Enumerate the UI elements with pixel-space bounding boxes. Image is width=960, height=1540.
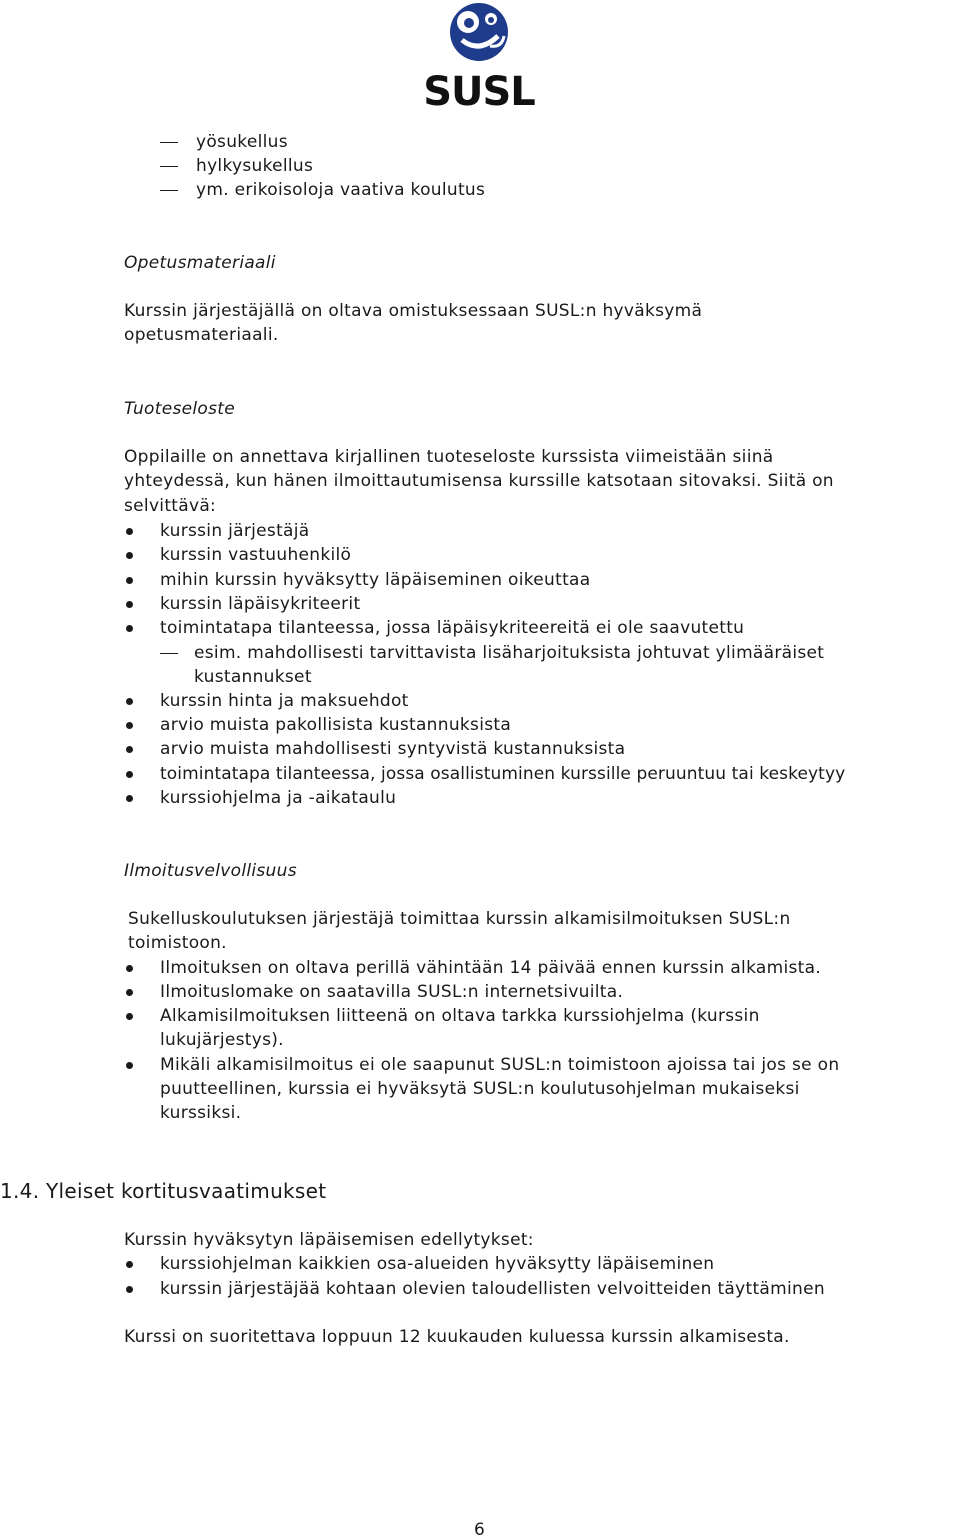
sub-item-line: kustannukset (194, 667, 312, 687)
bullet-item: toimintatapa tilanteessa, jossa läpäisykriteereitä ei ole saavutettu (160, 618, 745, 638)
bullet-icon (126, 552, 133, 559)
paragraph-line: Kurssin järjestäjällä on oltava omistuksessaan SUSL:n hyväksymä (124, 301, 703, 321)
bullet-item: arvio muista pakollisista kustannuksista (160, 715, 512, 735)
section-heading-tuoteseloste: Tuoteseloste (124, 399, 235, 419)
logo-text: SUSL (423, 69, 535, 110)
bullet-item: kurssiohjelman kaikkien osa-alueiden hyväksytty läpäiseminen (160, 1254, 715, 1274)
bullet-item: Mikäli alkamisilmoitus ei ole saapunut SUSL:n toimistoon ajoissa tai jos se on (160, 1055, 840, 1075)
bullet-icon (126, 1261, 133, 1268)
bullet-item: kurssin hinta ja maksuehdot (160, 691, 409, 711)
bullet-item-continuation: kurssiksi. (160, 1103, 242, 1123)
page-number: 6 (474, 1520, 486, 1540)
dash-marker (160, 142, 178, 143)
paragraph-line: Oppilaille on annettava kirjallinen tuoteseloste kurssista viimeistään siinä (124, 447, 774, 467)
bullet-item: Alkamisilmoituksen liitteenä on oltava tarkka kurssiohjelma (kurssin (160, 1006, 760, 1026)
bullet-icon (126, 1286, 133, 1293)
section-heading-ilmoitusvelvollisuus: Ilmoitusvelvollisuus (124, 861, 297, 881)
bullet-item: toimintatapa tilanteessa, jossa osallistuminen kurssille peruuntuu tai keskeytyy (160, 764, 846, 784)
dash-marker (160, 190, 178, 191)
bullet-icon (126, 601, 133, 608)
bullet-icon (126, 625, 133, 632)
paragraph-line: Kurssin hyväksytyn läpäisemisen edellytykset: (124, 1230, 534, 1250)
bullet-icon (126, 746, 133, 753)
paragraph-line: selvittävä: (124, 496, 217, 516)
bullet-item: kurssin järjestäjä (160, 521, 310, 541)
list-item: yösukellus (196, 132, 288, 152)
paragraph-line: opetusmateriaali. (124, 325, 279, 345)
bullet-item-continuation: puutteellinen, kurssia ei hyväksytä SUSL:n koulutusohjelman mukaiseksi (160, 1079, 800, 1099)
paragraph-line: yhteydessä, kun hänen ilmoittautumisensa kurssille katsotaan sitovaksi. Siitä on (124, 471, 834, 491)
susl-logo (412, 2, 546, 110)
bullet-item: kurssin läpäisykriteerit (160, 594, 361, 614)
logo-mascot-icon (450, 3, 508, 61)
bullet-item-continuation: lukujärjestys). (160, 1030, 284, 1050)
section-heading-1-4: 1.4. Yleiset kortitusvaatimukset (0, 1179, 327, 1203)
bullet-item: kurssiohjelma ja -aikataulu (160, 788, 397, 808)
list-item: ym. erikoisoloja vaativa koulutus (196, 180, 486, 200)
bullet-item: arvio muista mahdollisesti syntyvistä kustannuksista (160, 739, 626, 759)
bullet-icon (126, 1062, 133, 1069)
bullet-item: Ilmoituksen on oltava perillä vähintään 14 päivää ennen kurssin alkamista. (160, 958, 822, 978)
bullet-icon (126, 989, 133, 996)
bullet-icon (126, 528, 133, 535)
sub-item-line: esim. mahdollisesti tarvittavista lisäharjoituksista johtuvat ylimääräiset (194, 643, 825, 663)
list-item: hylkysukellus (196, 156, 314, 176)
section-heading-opetusmateriaali: Opetusmateriaali (124, 253, 276, 273)
bullet-icon (126, 965, 133, 972)
bullet-icon (126, 1013, 133, 1020)
bullet-icon (126, 771, 133, 778)
bullet-item: kurssin vastuuhenkilö (160, 545, 352, 565)
paragraph-line: toimistoon. (128, 933, 227, 953)
paragraph-line: Kurssi on suoritettava loppuun 12 kuukauden kuluessa kurssin alkamisesta. (124, 1327, 790, 1347)
bullet-icon (126, 795, 133, 802)
paragraph-line: Sukelluskoulutuksen järjestäjä toimittaa kurssin alkamisilmoituksen SUSL:n (128, 909, 791, 929)
bullet-icon (126, 722, 133, 729)
bullet-item: Ilmoituslomake on saatavilla SUSL:n internetsivuilta. (160, 982, 624, 1002)
dash-marker (160, 166, 178, 167)
bullet-item: mihin kurssin hyväksytty läpäiseminen oikeuttaa (160, 570, 591, 590)
bullet-icon (126, 698, 133, 705)
dash-marker (160, 653, 178, 654)
bullet-icon (126, 577, 133, 584)
bullet-item: kurssin järjestäjää kohtaan olevien taloudellisten velvoitteiden täyttäminen (160, 1279, 825, 1299)
